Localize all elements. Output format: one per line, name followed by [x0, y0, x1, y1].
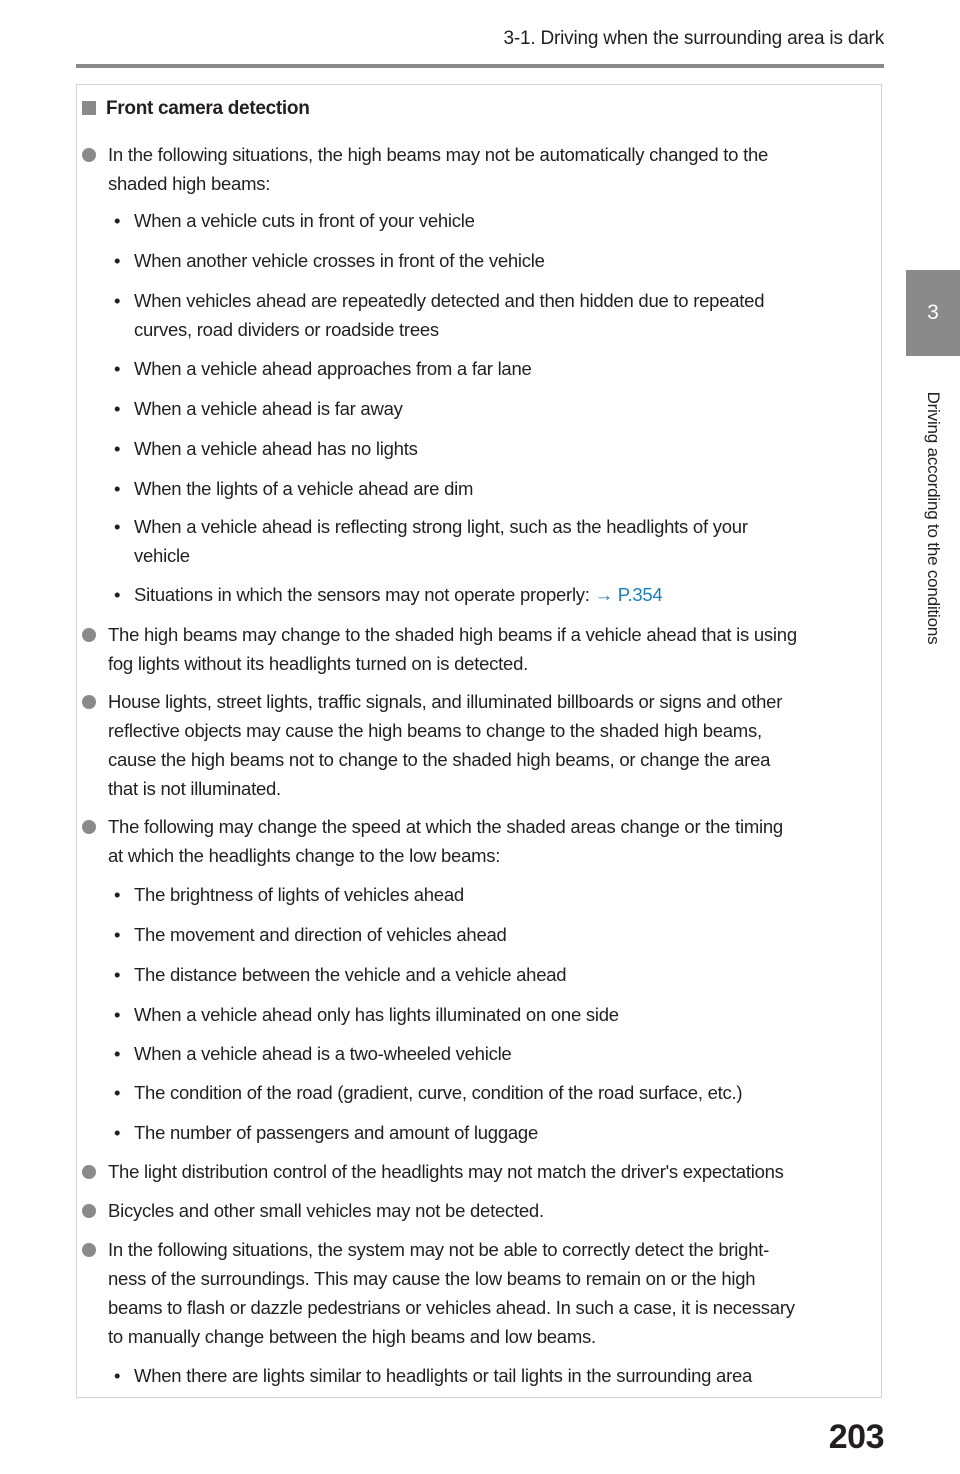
- bullet-item: [82, 1361, 872, 1390]
- text-line: The light distribution control of the headlights may not match the driver's expectations: [108, 1161, 784, 1182]
- text-line: • When a vehicle ahead is a two-wheeled vehicle: [134, 1039, 872, 1068]
- text-line: • When a vehicle cuts in front of your vehicle: [134, 206, 872, 235]
- text-line: beams to flash or dazzle pedestrians or vehicles ahead. In such a case, it is necessary: [108, 1297, 795, 1318]
- text-line: • The brightness of lights of vehicles ahead: [134, 880, 872, 909]
- text-line: to manually change between the high beams and low beams.: [108, 1326, 596, 1347]
- bullet-item: [82, 1078, 872, 1107]
- section-heading: [82, 98, 310, 120]
- bullet-item: [82, 1118, 872, 1147]
- text-line: In the following situations, the high beams may not be automatically changed to the: [108, 144, 769, 165]
- point-item: [82, 140, 872, 198]
- page-number: 203: [828, 1418, 884, 1456]
- text-line: • When there are lights similar to headlights or tail lights in the surrounding area: [134, 1361, 872, 1390]
- text-line: • The distance between the vehicle and a vehicle ahead: [134, 960, 872, 989]
- circle-bullet-icon: [82, 1204, 96, 1218]
- text-line: • The condition of the road (gradient, curve, condition of the road surface, etc.): [134, 1078, 872, 1107]
- text-line: In the following situations, the system may not be able to correctly detect the bright-: [108, 1239, 770, 1260]
- text-line: fog lights without its headlights turned on is detected.: [108, 653, 528, 674]
- circle-bullet-icon: [82, 628, 96, 642]
- point-item: [82, 620, 872, 678]
- chapter-number: 3: [927, 301, 939, 324]
- header-divider: [76, 64, 884, 68]
- text-line: that is not illuminated.: [108, 778, 281, 799]
- point-item: [82, 1235, 872, 1351]
- text-line: • Situations in which the sensors may not operate properly: → P.354: [134, 580, 872, 609]
- bullet-item: [82, 246, 872, 275]
- circle-bullet-icon: [82, 695, 96, 709]
- circle-bullet-icon: [82, 820, 96, 834]
- text-line: ness of the surroundings. This may cause the low beams to remain on or the high: [108, 1268, 756, 1289]
- text-line: curves, road dividers or roadside trees: [134, 319, 439, 340]
- text-line: • When vehicles ahead are repeatedly detected and then hidden due to repeated: [134, 286, 872, 315]
- bullet-item: [82, 394, 872, 423]
- bullet-item: [82, 880, 872, 909]
- text-line: • The movement and direction of vehicles ahead: [134, 920, 872, 949]
- circle-bullet-icon: [82, 1243, 96, 1257]
- bullet-item: [82, 920, 872, 949]
- point-item: [82, 687, 872, 803]
- text-line: House lights, street lights, traffic signals, and illuminated billboards or signs and other: [108, 691, 783, 712]
- bullet-item: [82, 1000, 872, 1029]
- bullet-item: [82, 512, 872, 570]
- bullet-item: [82, 1039, 872, 1068]
- square-bullet-icon: [82, 101, 96, 115]
- point-item: [82, 1157, 872, 1186]
- chapter-tab[interactable]: [906, 270, 960, 356]
- text-line: at which the headlights change to the low beams:: [108, 845, 501, 866]
- page-reference-link[interactable]: → P.354: [594, 584, 663, 605]
- circle-bullet-icon: [82, 1165, 96, 1179]
- text-line: • When a vehicle ahead is far away: [134, 394, 872, 423]
- text-line: shaded high beams:: [108, 173, 271, 194]
- chapter-title: Driving according to the conditions: [924, 391, 943, 645]
- text-line: vehicle: [134, 545, 190, 566]
- text-line: • When a vehicle ahead approaches from a far lane: [134, 354, 872, 383]
- bullet-item: [82, 434, 872, 463]
- text-line: reflective objects may cause the high beams to change to the shaded high beams,: [108, 720, 762, 741]
- text-line: • When the lights of a vehicle ahead are dim: [134, 474, 872, 503]
- text-line: • When a vehicle ahead is reflecting strong light, such as the headlights of your: [134, 512, 872, 541]
- bullet-item: [82, 286, 872, 344]
- text-line: The high beams may change to the shaded high beams if a vehicle ahead that is using: [108, 624, 797, 645]
- bullet-item: [82, 354, 872, 383]
- point-item: [82, 1196, 872, 1225]
- bullet-item: [82, 580, 872, 609]
- text-line: • When a vehicle ahead only has lights illuminated on one side: [134, 1000, 872, 1029]
- point-item: [82, 812, 872, 870]
- text-line: • The number of passengers and amount of luggage: [134, 1118, 872, 1147]
- text-line: • When a vehicle ahead has no lights: [134, 434, 872, 463]
- section-heading-text: Front camera detection: [106, 98, 310, 119]
- text-line: The following may change the speed at which the shaded areas change or the timing: [108, 816, 783, 837]
- text-line: Bicycles and other small vehicles may not be detected.: [108, 1200, 544, 1221]
- text-line: cause the high beams not to change to the shaded high beams, or change the area: [108, 749, 771, 770]
- section-title: 3-1. Driving when the surrounding area is dark: [503, 28, 884, 49]
- bullet-item: [82, 960, 872, 989]
- circle-bullet-icon: [82, 148, 96, 162]
- bullet-item: [82, 206, 872, 235]
- bullet-item: [82, 474, 872, 503]
- text-line: • When another vehicle crosses in front of the vehicle: [134, 246, 872, 275]
